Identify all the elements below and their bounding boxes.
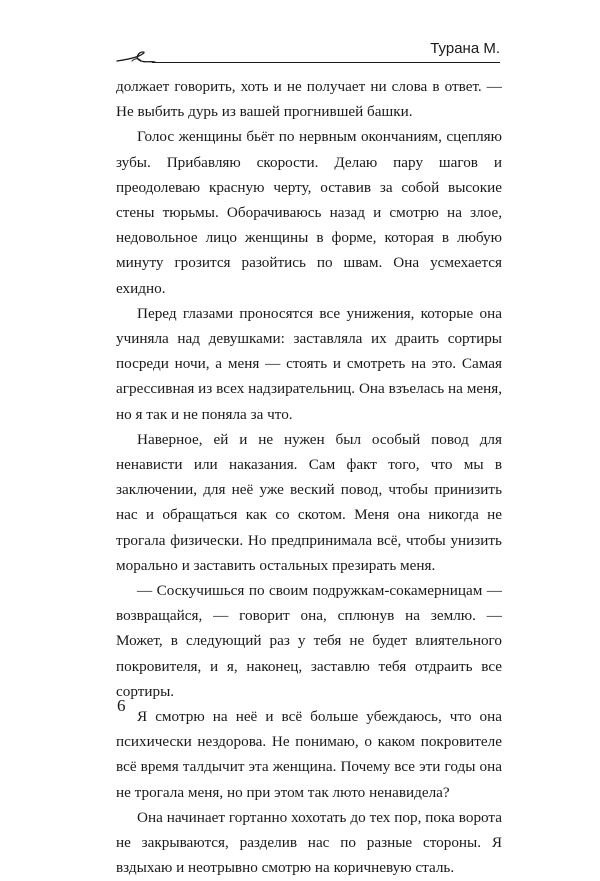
paragraph: Перед глазами проносятся все унижения, которые она учиняла над девушками: заставляла их драить сортиры посреди ночи, а меня — стоять и смотреть на это. Самая агрессивная из всех надзирательниц. Она взъелась на меня, но я так и не поняла за что. xyxy=(116,304,502,423)
paragraph: Наверное, ей и не нужен был особый повод для ненависти или наказания. Сам факт того, что мы в заключении, для неё уже веский повод, чтобы принизить нас и обращаться как со скотом. Меня она никогда не трогала физически. Но предпринимала всё, чтобы унизить морально и заставить остальных презирать меня. xyxy=(116,430,502,574)
paragraph-dialogue: — Соскучишься по своим подружкам-сокамерницам — возвращайся, — говорит она, сплюнув на землю. — Может, в следующий раз у тебя не будет влиятельного покровителя, и я, наконец, заставлю тебя отдраить все сортиры. xyxy=(116,582,502,700)
page-body xyxy=(116,74,502,881)
running-header-author: Турана М. xyxy=(430,40,500,57)
paragraph-continuation: должает говорить, хоть и не получает ни слова в ответ. — Не выбить дурь из вашей прогнившей башки. xyxy=(116,78,502,121)
header-rule xyxy=(152,62,500,63)
page-number: 6 xyxy=(117,696,126,715)
flourish-icon xyxy=(116,50,156,64)
running-header xyxy=(116,40,500,72)
paragraph: Она начинает гортанно хохотать до тех пор, пока ворота не закрываются, разделив нас по разные стороны. Я вздыхаю и неотрывно смотрю на коричневую сталь. xyxy=(116,808,502,877)
paragraph: Я смотрю на неё и всё больше убеждаюсь, что она психически нездорова. Не понимаю, о каком покровителе всё время талдычит эта женщина. Почему все эти годы она не трогала меня, но при этом так люто ненавидела? xyxy=(116,708,502,801)
paragraph: Голос женщины бьёт по нервным окончаниям, сцепляю зубы. Прибавляю скорости. Делаю пару шагов и преодолеваю красную черту, оставив за собой высокие стены тюрьмы. Оборачиваюсь назад и смотрю на злое, недовольное лицо женщины в форме, которая в любую минуту грозится разойтись по швам. Она усмехается ехидно. xyxy=(116,128,502,297)
